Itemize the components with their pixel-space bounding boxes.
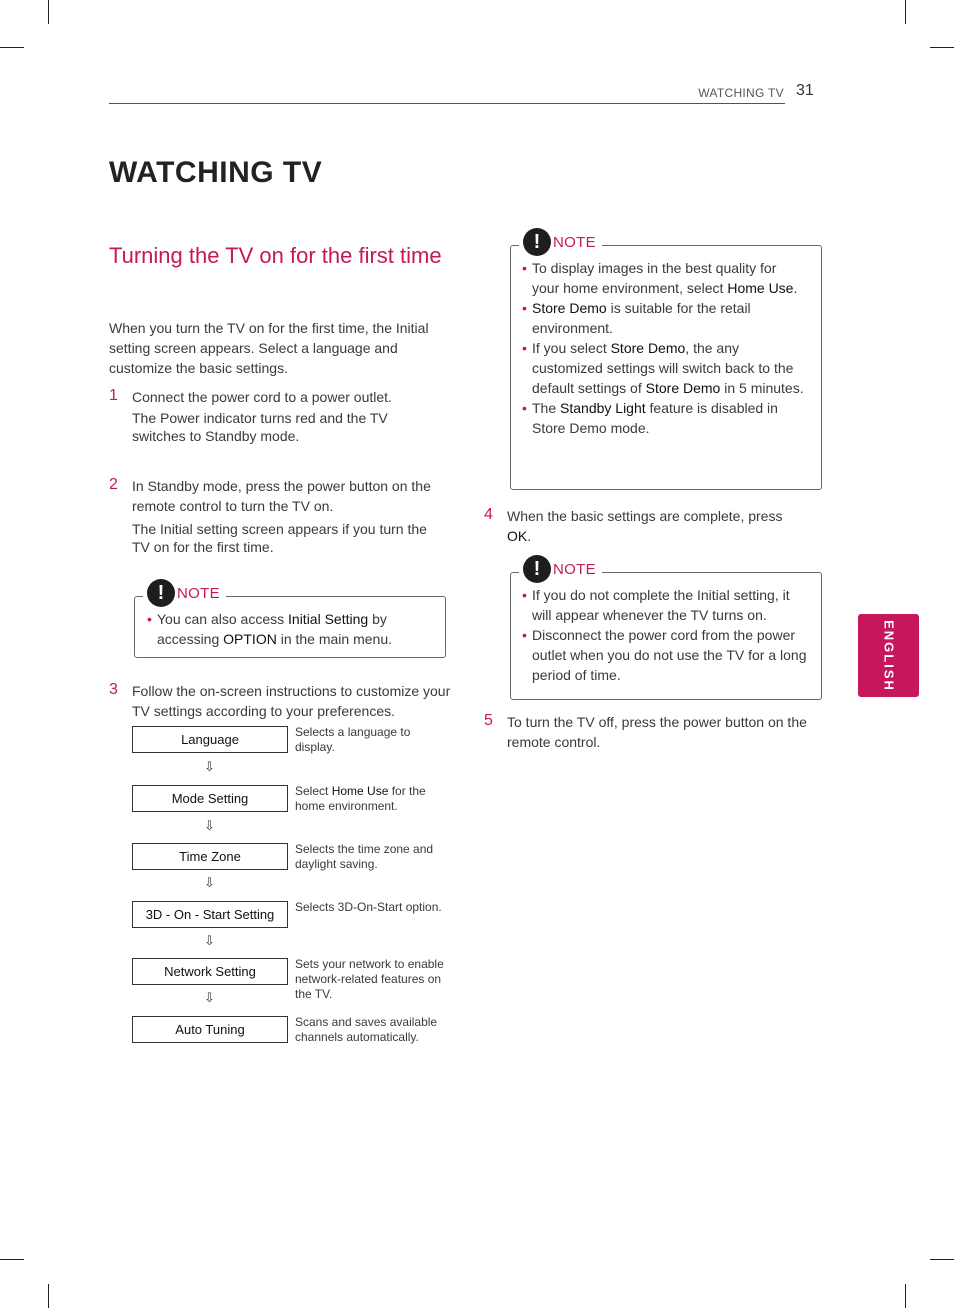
flow-box: Network Setting <box>132 958 288 985</box>
keyword: Home Use <box>727 280 794 296</box>
header-rule <box>109 103 785 104</box>
crop-mark <box>48 0 49 24</box>
note-item: • You can also access Initial Setting by accessing OPTION in the main menu. <box>147 609 437 649</box>
note-item: • The Standby Light feature is disabled in Store Demo mode. <box>522 398 807 438</box>
keyword: OK <box>507 528 528 544</box>
keyword: Store Demo <box>645 380 721 396</box>
crop-mark <box>0 1259 24 1260</box>
step-text: To turn the TV off, press the power button on the remote control. <box>507 714 807 750</box>
step-text: Follow the on-screen instructions to customize your TV settings according to your preferences. <box>132 683 451 719</box>
flow-box: Mode Setting <box>132 785 288 812</box>
down-arrow-icon: ⇩ <box>204 933 215 948</box>
flow-description: Select Home Use for the home environment. <box>295 784 426 813</box>
step-text: Connect the power cord to a power outlet. <box>132 389 392 405</box>
step-number: 1 <box>109 387 118 404</box>
note-list <box>522 258 807 438</box>
step-number: 4 <box>484 506 493 523</box>
note-head-line <box>611 245 819 246</box>
language-tab <box>858 614 919 697</box>
flow-description: Sets your network to enable network-related features on the TV. <box>295 957 444 1001</box>
section-subtitle: Turning the TV on for the first time <box>109 243 442 268</box>
crop-mark <box>48 1284 49 1308</box>
note-list <box>147 609 437 649</box>
flow-description: Selects a language to display. <box>295 725 411 754</box>
note-list <box>522 585 812 685</box>
running-header-section: WATCHING TV <box>698 86 784 100</box>
crop-mark <box>905 1284 906 1308</box>
note-box <box>134 581 446 658</box>
note-heading <box>519 228 602 256</box>
crop-mark <box>930 47 954 48</box>
step-text: In Standby mode, press the power button on the remote control to turn the TV on. <box>132 478 431 514</box>
intro-paragraph: When you turn the TV on for the first time, the Initial setting screen appears. Select a language and customize the basic settings. <box>109 320 429 376</box>
note-item: • Disconnect the power cord from the power outlet when you do not use the TV for a long period of time. <box>522 625 812 685</box>
note-head-line <box>611 572 819 573</box>
exclamation-icon: ! <box>523 228 551 256</box>
step-number: 5 <box>484 712 493 729</box>
flow-box: Time Zone <box>132 843 288 870</box>
keyword: OPTION <box>223 631 277 647</box>
note-item: • To display images in the best quality for your home environment, select Home Use. <box>522 258 807 298</box>
flow-box: Auto Tuning <box>132 1016 288 1043</box>
language-tab-label: ENGLISH <box>881 619 896 692</box>
page-title: WATCHING TV <box>109 156 323 189</box>
step-subtext: The Initial setting screen appears if you turn the TV on for the first time. <box>132 521 427 555</box>
note-item: • If you select Store Demo, the any customized settings will switch back to the default settings of Store Demo in 5 minutes. <box>522 338 807 398</box>
step-text: When the basic settings are complete, press OK. <box>507 508 783 544</box>
flow-description: Selects the time zone and daylight saving. <box>295 842 434 871</box>
down-arrow-icon: ⇩ <box>204 818 215 833</box>
crop-mark <box>905 0 906 24</box>
exclamation-icon: ! <box>523 555 551 583</box>
flow-box: 3D - On - Start Setting <box>132 901 288 928</box>
flow-box: Language <box>132 726 288 753</box>
crop-mark <box>930 1259 954 1260</box>
page-number: 31 <box>796 82 814 99</box>
exclamation-icon: ! <box>147 579 175 607</box>
keyword: Store Demo <box>532 300 607 316</box>
flow-description: Selects 3D-On-Start option. <box>295 900 442 914</box>
note-item: • Store Demo is suitable for the retail environment. <box>522 298 807 338</box>
keyword: Standby Light <box>560 400 646 416</box>
note-label: NOTE <box>553 233 596 251</box>
keyword: Initial Setting <box>288 611 369 627</box>
step-number: 2 <box>109 476 118 493</box>
keyword: Store Demo <box>610 340 686 356</box>
note-heading <box>519 555 602 583</box>
down-arrow-icon: ⇩ <box>204 990 215 1005</box>
note-heading <box>143 579 226 607</box>
note-head-line <box>225 596 375 597</box>
down-arrow-icon: ⇩ <box>204 759 215 774</box>
flow-description: Scans and saves available channels automatically. <box>295 1015 438 1044</box>
note-label: NOTE <box>553 560 596 578</box>
note-item: • If you do not complete the Initial setting, it will appear whenever the TV turns on. <box>522 585 812 625</box>
step-subtext: The Power indicator turns red and the TV switches to Standby mode. <box>132 410 388 444</box>
note-box <box>510 230 822 490</box>
step-number: 3 <box>109 681 118 698</box>
down-arrow-icon: ⇩ <box>204 875 215 890</box>
note-box <box>510 557 822 700</box>
keyword: Home Use <box>331 784 389 798</box>
note-label: NOTE <box>177 584 220 602</box>
crop-mark <box>0 47 24 48</box>
